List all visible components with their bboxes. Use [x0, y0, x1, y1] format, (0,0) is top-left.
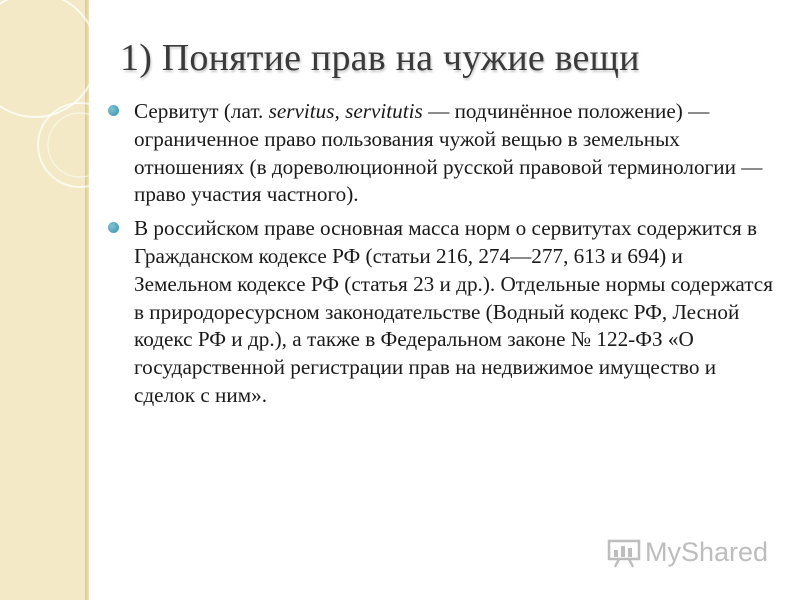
- myshared-watermark: [607, 537, 768, 568]
- bullet-text: [134, 99, 762, 206]
- bullet-item-servitude-definition: [108, 98, 773, 209]
- watermark-text: MyShared: [645, 537, 769, 567]
- decorative-rings: [0, 0, 110, 220]
- bullet-text-part: — подчинённое положение) — ограниченное право пользования чужой вещью в земельных отношениях (в дореволюционной русской правовой терминологии — право участия частного).: [134, 99, 763, 207]
- bullet-text: В российском праве основная масса норм о сервитутах содержится в Гражданском кодексе РФ (статьи 216, 274—277, 613 и 694) и Земельном кодексе РФ (статья 23 и др.). Отдельные нормы содержатся в природоресурсном законодательстве (Водный кодекс РФ, Лесной кодекс РФ и др.), а также в Федеральном законе № 122-ФЗ «О государственной регистрации прав на недвижимое имущество и сделок с ним».: [134, 216, 773, 407]
- bullet-item-russian-law: [108, 215, 773, 410]
- slide-body: [108, 98, 773, 416]
- bullet-dot-icon: [108, 105, 119, 116]
- latin-term: servitus, servitutis: [268, 99, 423, 123]
- bullet-dot-icon: [108, 222, 119, 233]
- slide-title: 1) Понятие прав на чужие вещи: [120, 37, 640, 79]
- presentation-board-icon: [607, 538, 641, 568]
- bullet-text-part: Сервитут (лат.: [134, 99, 269, 123]
